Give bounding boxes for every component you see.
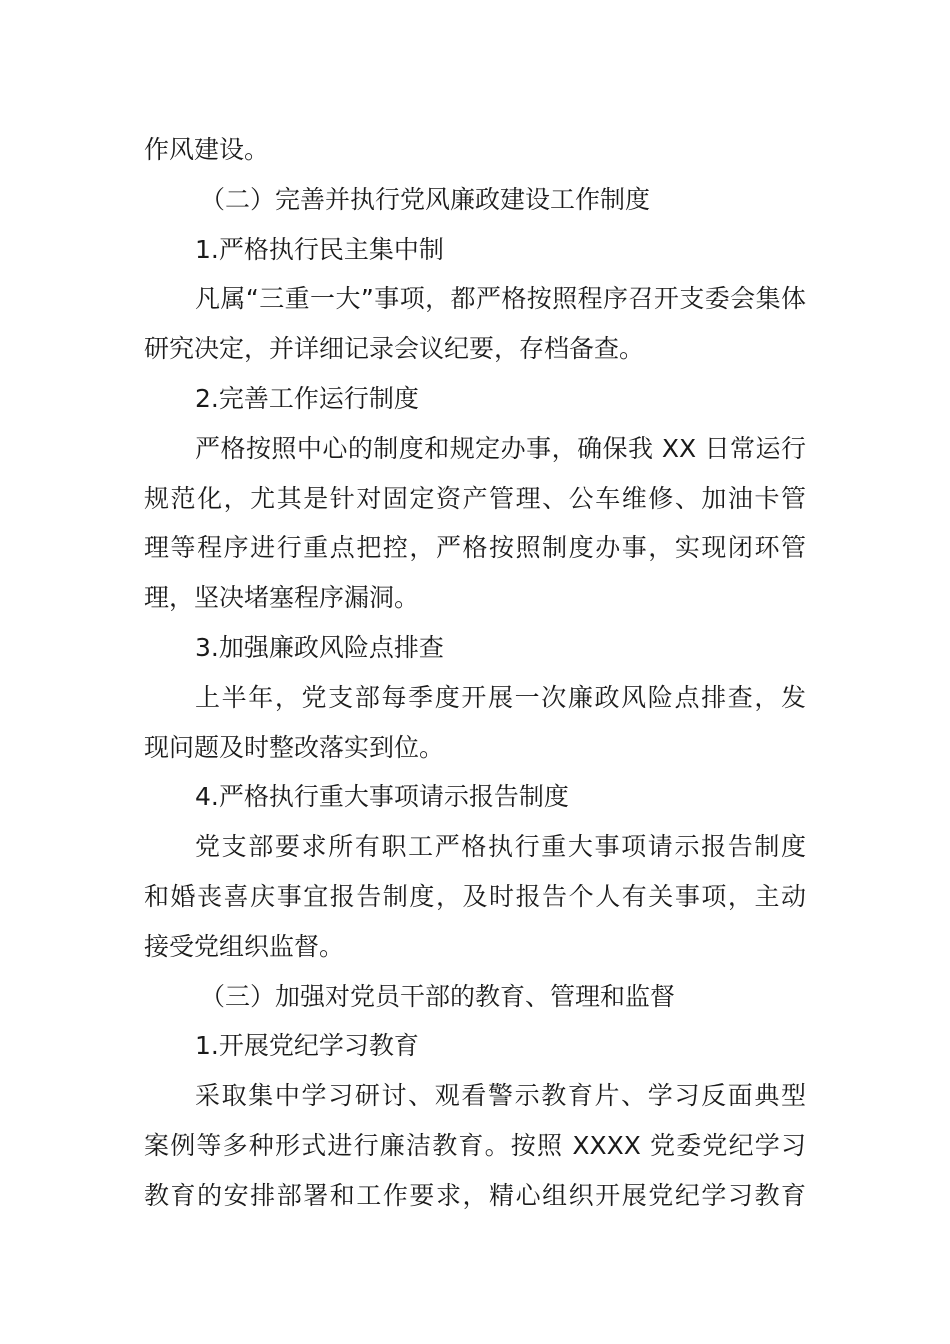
section-heading: （三）加强对党员干部的教育、管理和监督: [200, 981, 676, 1011]
section-heading: （二）完善并执行党风廉政建设工作制度: [200, 184, 651, 214]
subsection-heading: 1.开展党纪学习教育: [195, 1031, 419, 1061]
paragraph-line: 凡属“三重一大”事项，都严格按照程序召开支委会集体: [195, 284, 806, 314]
paragraph-line: 规范化，尤其是针对固定资产管理、公车维修、加油卡管: [144, 483, 806, 513]
paragraph-line: 上半年，党支部每季度开展一次廉政风险点排查，发: [195, 682, 806, 712]
paragraph-tail-line: 作风建设。: [144, 135, 270, 164]
paragraph-line: 研究决定，并详细记录会议纪要，存档备查。: [144, 334, 645, 364]
paragraph-line: 采取集中学习研讨、观看警示教育片、学习反面典型: [195, 1081, 806, 1111]
subsection-heading: 4.严格执行重大事项请示报告制度: [195, 782, 569, 812]
subsection-heading: 1.严格执行民主集中制: [195, 234, 444, 264]
paragraph-line: 严格按照中心的制度和规定办事，确保我 XX 日常运行: [195, 433, 806, 463]
subsection-heading: 3.加强廉政风险点排查: [195, 632, 444, 662]
paragraph-line: 案例等多种形式进行廉洁教育。按照 XXXX 党委党纪学习: [144, 1130, 806, 1160]
paragraph-line: 教育的安排部署和工作要求，精心组织开展党纪学习教育: [144, 1180, 806, 1210]
document-body: [144, 125, 806, 1221]
paragraph-line: 现问题及时整改落实到位。: [144, 732, 445, 762]
paragraph-line: 接受党组织监督。: [144, 931, 345, 961]
subsection-heading: 2.完善工作运行制度: [195, 383, 419, 413]
paragraph-line: 党支部要求所有职工严格执行重大事项请示报告制度: [195, 832, 806, 862]
paragraph-line: 和婚丧喜庆事宜报告制度，及时报告个人有关事项，主动: [144, 881, 806, 911]
paragraph-line: 理，坚决堵塞程序漏洞。: [144, 583, 420, 613]
paragraph-line: 理等程序进行重点把控，严格按照制度办事，实现闭环管: [144, 533, 806, 563]
